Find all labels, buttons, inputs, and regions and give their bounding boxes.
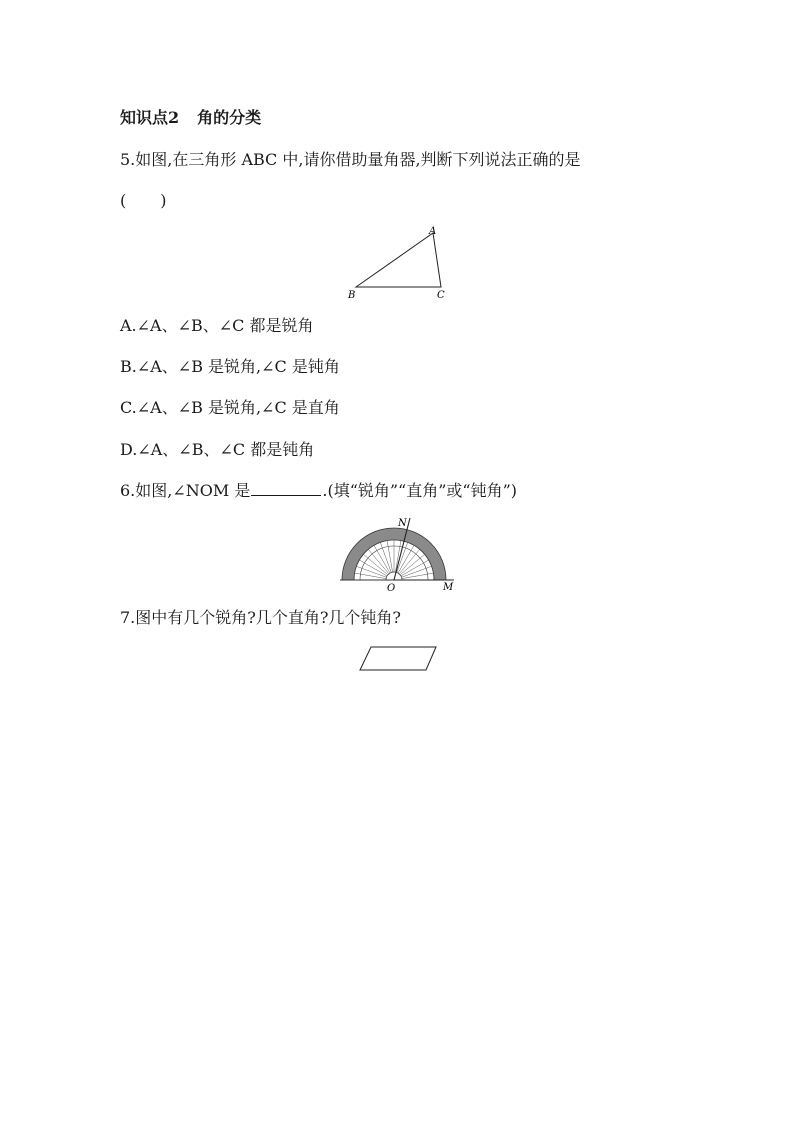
q5-option-a: A.∠A、∠B、∠C 都是锐角 <box>120 316 314 335</box>
q5-option-d: D.∠A、∠B、∠C 都是钝角 <box>120 440 315 459</box>
paren-open: ( <box>120 191 127 210</box>
section-heading <box>120 107 261 129</box>
paren-close: ) <box>160 191 167 210</box>
triangle-abc-figure <box>340 222 452 302</box>
section-label: 知识点2 <box>120 108 180 127</box>
q7-stem: 7.图中有几个锐角?几个直角?几个钝角? <box>120 608 402 627</box>
q5-stem: 5.如图,在三角形 ABC 中,请你借助量角器,判断下列说法正确的是 <box>120 150 581 169</box>
triangle-label-a: A <box>429 226 437 237</box>
section-title: 角的分类 <box>197 108 262 127</box>
q6-stem-before: 6.如图,∠NOM 是 <box>120 481 251 500</box>
q6-answer-blank <box>251 481 321 496</box>
q5-option-b: B.∠A、∠B 是锐角,∠C 是钝角 <box>120 357 340 376</box>
q5-answer-parens <box>120 190 167 212</box>
q6-stem-after: .(填“锐角”“直角”或“钝角”) <box>322 481 518 500</box>
q5-option-c: C.∠A、∠B 是锐角,∠C 是直角 <box>120 398 340 417</box>
q6-stem <box>120 480 517 502</box>
parallelogram-shape <box>360 647 436 670</box>
protractor-label-n: N <box>398 518 407 529</box>
protractor-label-m: M <box>443 582 454 593</box>
protractor-figure <box>336 514 460 594</box>
triangle-label-c: C <box>437 290 445 301</box>
protractor-label-o: O <box>387 583 396 594</box>
triangle-abc-shape <box>356 233 441 287</box>
triangle-label-b: B <box>348 290 356 301</box>
protractor-shape <box>340 528 448 580</box>
parallelogram-figure <box>356 644 440 674</box>
